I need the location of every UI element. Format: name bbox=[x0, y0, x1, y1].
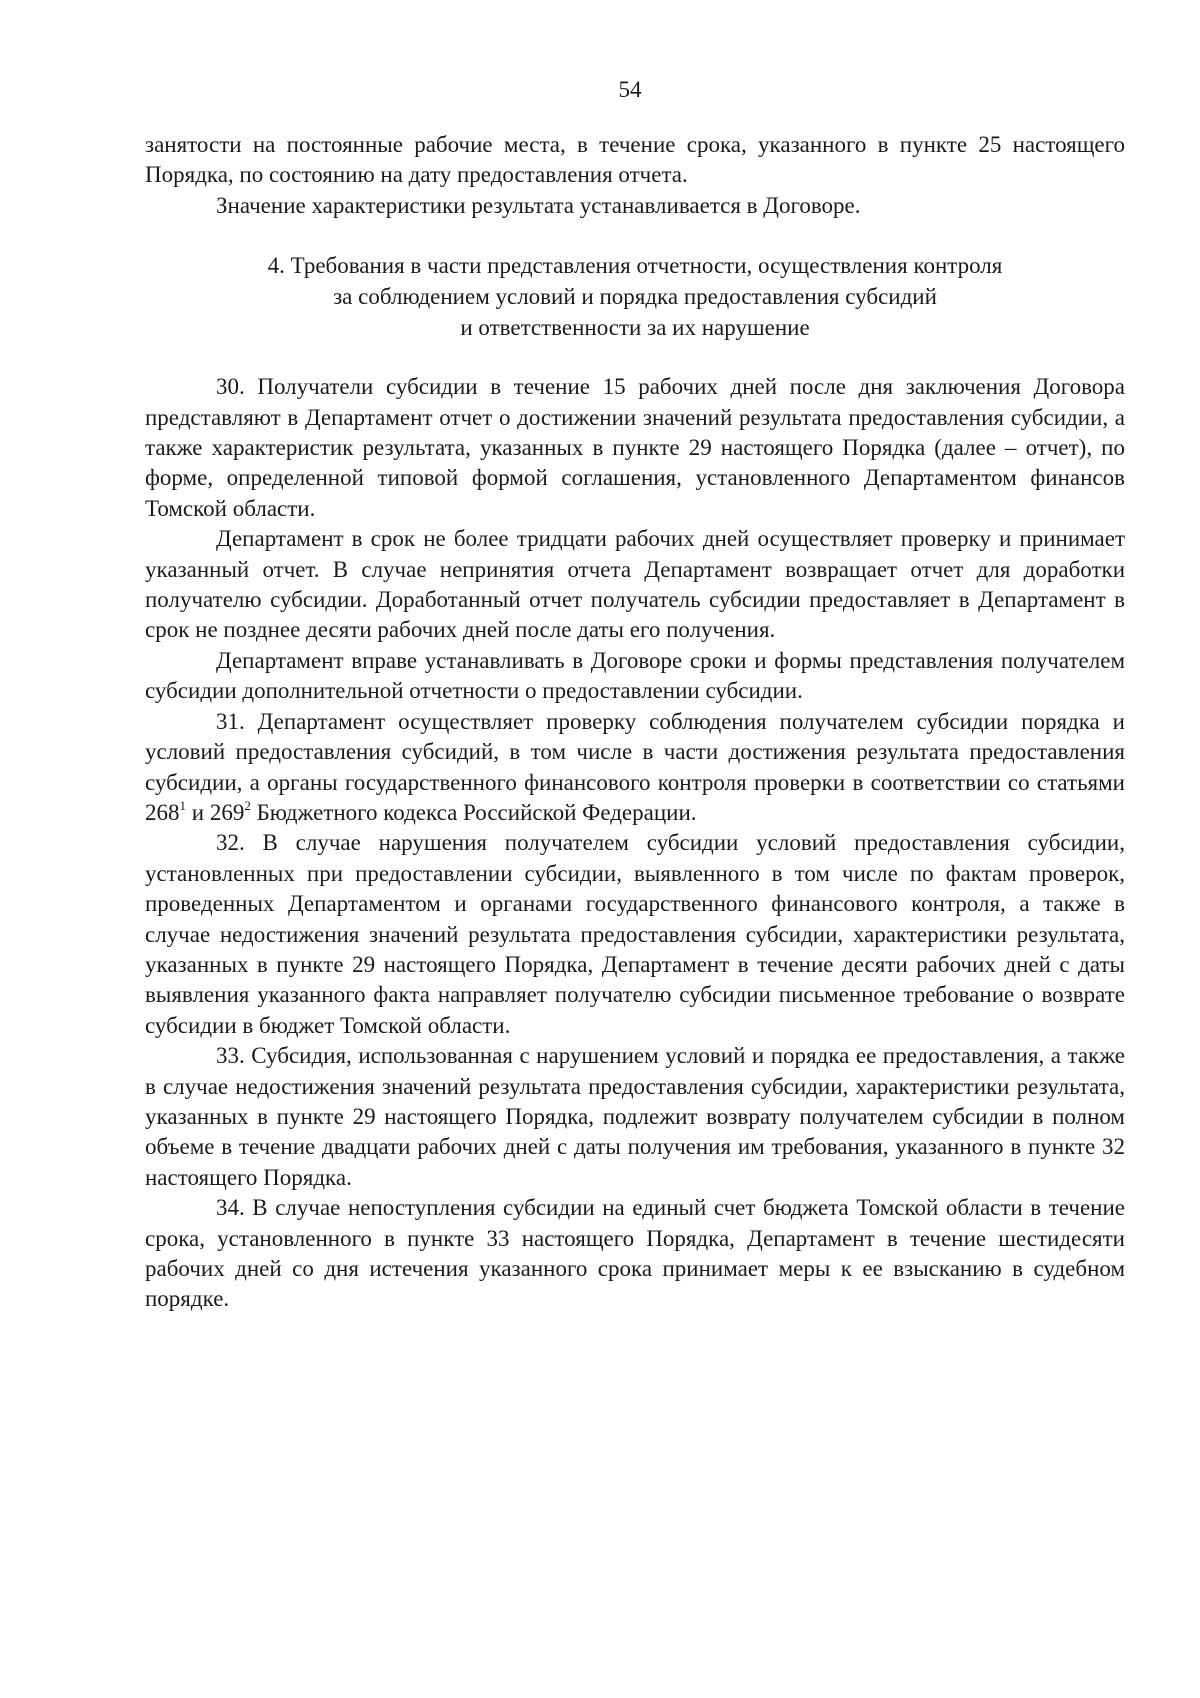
paragraph-31-text-after: Бюджетного кодекса Российской Федерации. bbox=[250, 799, 697, 825]
article-269: 269 bbox=[209, 799, 245, 825]
paragraph-30: 30. Получатели субсидии в течение 15 рабочих дней после дня заключения Договора представляют в Департамент отчет о достижении значений результата предоставления субсидии, а также характеристик результата, указанных в пункте 29 настоящего Порядка (далее – отчет), по форме, определенной типовой формой соглашения, установленного Департаментом финансов Томской области. bbox=[145, 374, 1125, 521]
paragraph-31-conjunction: и bbox=[186, 799, 210, 825]
paragraph-31 bbox=[145, 707, 1125, 829]
characteristic-note-paragraph: Значение характеристики результата устанавливается в Договоре. bbox=[216, 192, 861, 218]
paragraph-30-check: Департамент в срок не более тридцати рабочих дней осуществляет проверку и принимает указанный отчет. В случае непринятия отчета Департамент возвращает отчет для доработки получателю субсидии. Доработанный отчет получатель субсидии предоставляет в Департамент в срок не позднее десяти рабочих дней после даты его получения. bbox=[145, 526, 1125, 643]
paragraph-33: 33. Субсидия, использованная с нарушением условий и порядка ее предоставления, а также в случае недостижения значений результата предоставления субсидии, характеристики результата, указанных в пункте 29 настоящего Порядка, подлежит возврату получателем субсидии в полном объеме в течение двадцати рабочих дней с даты получения им требования, указанного в пункте 32 настоящего Порядка. bbox=[145, 1043, 1125, 1190]
article-269-superscript: 2 bbox=[244, 797, 251, 813]
page-number: 54 bbox=[618, 77, 642, 102]
paragraph-32: 32. В случае нарушения получателем субсидии условий предоставления субсидии, установленных при предоставлении субсидии, выявленного в том числе по фактам проверок, проведенных Департаментом и органами государственного финансового контроля, а также в случае недостижения значений результата предоставления субсидии, характеристики результата, указанных в пункте 29 настоящего Порядка, Департамент в течение десяти рабочих дней с даты выявления указанного факта направляет получателю субсидии письменное требование о возврате субсидии в бюджет Томской области. bbox=[145, 830, 1125, 1038]
paragraph-31-text-before: 31. Департамент осуществляет проверку соблюдения получателем субсидии порядка и условий предоставления субсидий, в том числе в части достижения результата предоставления субсидии, а органы государственного финансового контроля проверки в соответствии со статьями bbox=[145, 708, 1125, 795]
article-268: 268 bbox=[145, 799, 180, 825]
section-heading-line-1: 4. Требования в части представления отчетности, осуществления контроля bbox=[267, 253, 1003, 279]
paragraph-34: 34. В случае непоступления субсидии на единый счет бюджета Томской области в течение срока, установленного в пункте 33 настоящего Порядка, Департамент в течение шестидесяти рабочих дней со дня истечения указанного срока принимает меры к ее взысканию в судебном порядке. bbox=[145, 1195, 1125, 1312]
document-body bbox=[145, 130, 1125, 1315]
article-268-superscript: 1 bbox=[179, 797, 186, 813]
continuation-paragraph: занятости на постоянные рабочие места, в течение срока, указанного в пункте 25 настоящего Порядка, по состоянию на дату предоставления отчета. bbox=[145, 132, 1125, 188]
paragraph-30-additional: Департамент вправе устанавливать в Договоре сроки и формы представления получателем субсидии дополнительной отчетности о предоставлении субсидии. bbox=[145, 647, 1125, 704]
section-heading bbox=[145, 250, 1125, 343]
section-heading-line-3: и ответственности за их нарушение bbox=[460, 315, 810, 341]
section-heading-line-2: за соблюдением условий и порядка предоставления субсидий bbox=[333, 284, 937, 310]
